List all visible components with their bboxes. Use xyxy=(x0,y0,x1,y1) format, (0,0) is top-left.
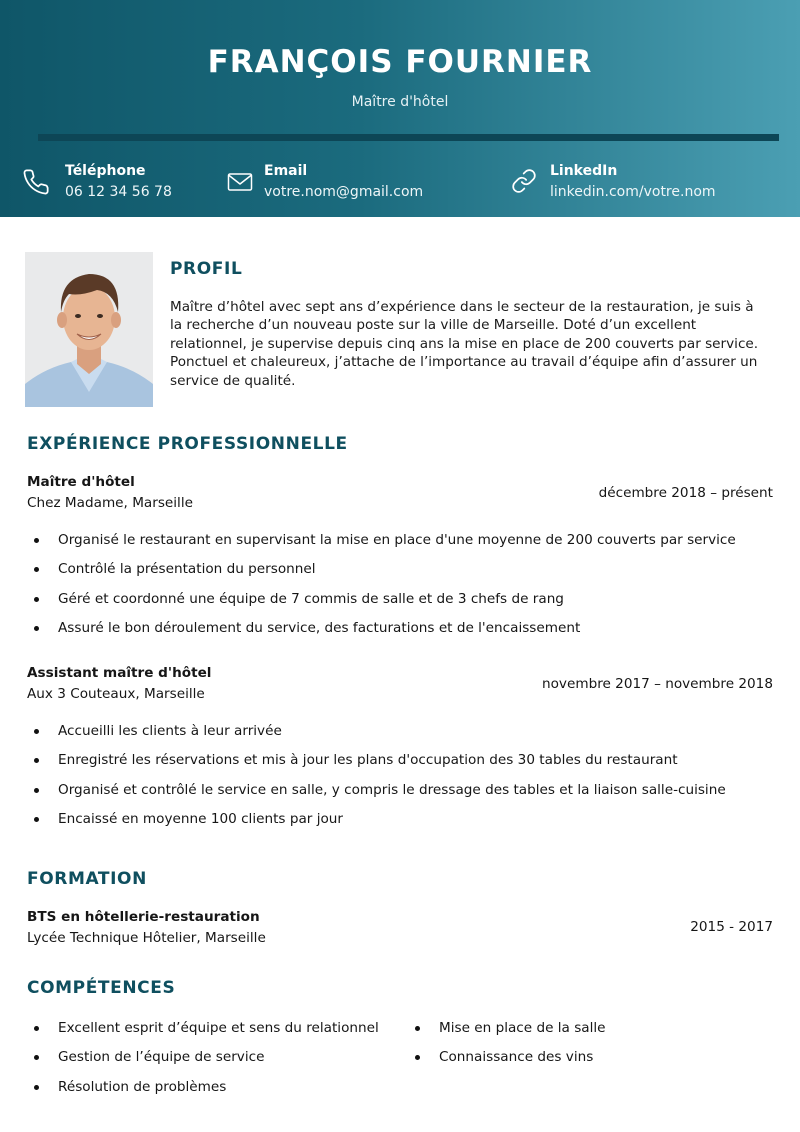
job-employer: Chez Madame, Marseille xyxy=(27,495,193,511)
contact-phone-label: Téléphone xyxy=(65,163,146,179)
header-banner xyxy=(0,0,800,217)
profile-summary xyxy=(170,298,770,390)
job-employer: Aux 3 Couteaux, Marseille xyxy=(27,686,205,702)
mail-icon xyxy=(227,170,253,194)
list-item: Enregistré les réservations et mis à jour les plans d'occupation des 30 tables du restaurant xyxy=(33,750,726,779)
job-title: Maître d'hôtel xyxy=(27,474,135,490)
contact-email xyxy=(264,161,423,203)
list-item: Contrôlé la présentation du personnel xyxy=(33,559,736,588)
job-duties-list xyxy=(33,721,726,838)
profile-line: Maître d’hôtel avec sept ans d’expérience dans le secteur de la restauration, je suis à xyxy=(170,299,754,315)
job-duties-list xyxy=(33,530,736,647)
contact-email-label: Email xyxy=(264,163,308,179)
section-heading-experience: EXPÉRIENCE PROFESSIONNELLE xyxy=(27,434,348,454)
section-heading-skills: COMPÉTENCES xyxy=(27,978,176,998)
list-item: Accueilli les clients à leur arrivée xyxy=(33,721,726,750)
section-heading-profile: PROFIL xyxy=(170,259,243,279)
list-item: Résolution de problèmes xyxy=(33,1077,379,1106)
list-item: Organisé le restaurant en supervisant la mise en place d'une moyenne de 200 couverts par service xyxy=(33,530,736,559)
header-divider xyxy=(38,134,779,141)
phone-icon xyxy=(22,168,50,196)
contact-phone-value: 06 12 34 56 78 xyxy=(65,184,172,200)
job-dates: décembre 2018 – présent xyxy=(598,485,773,501)
education-dates: 2015 - 2017 xyxy=(690,919,773,935)
skills-list-left xyxy=(33,1018,379,1106)
profile-photo xyxy=(25,252,153,407)
candidate-name: FRANÇOIS FOURNIER xyxy=(207,44,593,80)
list-item: Assuré le bon déroulement du service, des facturations et de l'encaissement xyxy=(33,618,736,647)
list-item: Mise en place de la salle xyxy=(414,1018,606,1047)
list-item: Excellent esprit d’équipe et sens du relationnel xyxy=(33,1018,379,1047)
contact-linkedin-label: LinkedIn xyxy=(550,163,618,179)
profile-line: Ponctuel et chaleureux, j’attache de l’importance au travail d’équipe afin d’assurer un xyxy=(170,354,758,371)
list-item: Géré et coordonné une équipe de 7 commis de salle et de 3 chefs de rang xyxy=(33,589,736,618)
link-icon xyxy=(511,168,537,194)
section-heading-education: FORMATION xyxy=(27,869,147,889)
list-item: Encaissé en moyenne 100 clients par jour xyxy=(33,809,726,838)
profile-line: relationnel, je supervise depuis cinq ans la mise en place de 200 couverts par service. xyxy=(170,335,759,352)
contact-linkedin-value: linkedin.com/votre.nom xyxy=(550,184,716,200)
skills-list-right xyxy=(414,1018,606,1077)
job-title: Assistant maître d'hôtel xyxy=(27,665,212,681)
education-school: Lycée Technique Hôtelier, Marseille xyxy=(27,930,266,946)
candidate-title: Maître d'hôtel xyxy=(351,94,449,110)
contact-linkedin xyxy=(550,161,716,203)
profile-line: service de qualité. xyxy=(170,372,296,389)
list-item: Connaissance des vins xyxy=(414,1047,606,1076)
job-dates: novembre 2017 – novembre 2018 xyxy=(541,676,773,692)
contact-phone xyxy=(65,161,172,203)
profile-line: la recherche d’un nouveau poste sur la ville de Marseille. Doté d’un excellent xyxy=(170,317,697,334)
contact-email-value: votre.nom@gmail.com xyxy=(264,184,424,200)
list-item: Organisé et contrôlé le service en salle, y compris le dressage des tables et la liaison salle-cuisine xyxy=(33,780,726,809)
education-degree: BTS en hôtellerie-restauration xyxy=(27,909,260,925)
list-item: Gestion de l’équipe de service xyxy=(33,1047,379,1076)
